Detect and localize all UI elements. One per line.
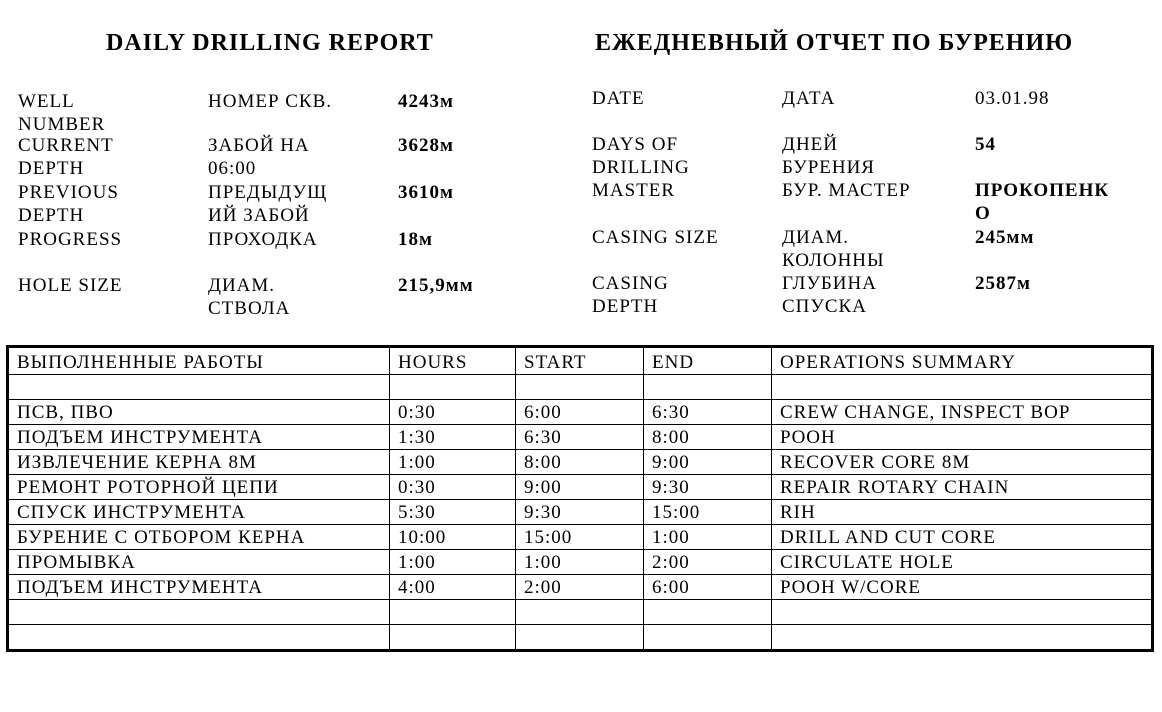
operation-ru-cell: ПОДЪЕМ ИНСТРУМЕНТА [8,425,390,450]
current-depth-value: 3628м [398,135,454,156]
table-row [8,575,1153,600]
end-cell [644,625,772,651]
column-header: HOURS [390,347,516,375]
previous-depth-label-ru: ПРЕДЫДУЩ ИЙ ЗАБОЙ [208,182,328,226]
table-row [8,500,1153,525]
days-of-drilling-label-en: DAYS OF DRILLING [592,134,690,178]
start-cell: 9:30 [516,500,644,525]
date-label-ru: ДАТА [782,88,836,109]
summary-cell [772,600,1153,625]
date-label-en: DATE [592,88,645,109]
hours-cell [390,375,516,400]
operation-ru-cell: ПСВ, ПВО [8,400,390,425]
end-cell: 9:30 [644,475,772,500]
progress-value: 18м [398,229,433,250]
casing-size-label-ru: ДИАМ. КОЛОННЫ [782,227,885,271]
start-cell: 2:00 [516,575,644,600]
hours-cell [390,600,516,625]
casing-size-label-en: CASING SIZE [592,227,719,248]
start-cell: 8:00 [516,450,644,475]
column-header: ВЫПОЛНЕННЫЕ РАБОТЫ [8,347,390,375]
days-of-drilling-value: 54 [975,134,996,155]
operation-ru-cell [8,600,390,625]
summary-cell: POOH [772,425,1153,450]
end-cell: 6:00 [644,575,772,600]
operations-table [6,345,1154,652]
hours-cell: 0:30 [390,475,516,500]
operation-ru-cell: ПРОМЫВКА [8,550,390,575]
summary-cell: DRILL AND CUT CORE [772,525,1153,550]
progress-label-en: PROGRESS [18,229,123,250]
operation-ru-cell [8,625,390,651]
end-cell: 9:00 [644,450,772,475]
hole-size-label-ru: ДИАМ. СТВОЛА [208,275,291,319]
table-row [8,550,1153,575]
report-title-english: DAILY DRILLING REPORT [106,30,434,56]
casing-size-value: 245мм [975,227,1035,248]
start-cell: 15:00 [516,525,644,550]
summary-cell: RIH [772,500,1153,525]
table-row [8,425,1153,450]
end-cell: 2:00 [644,550,772,575]
hole-size-value: 215,9мм [398,275,474,296]
start-cell: 6:30 [516,425,644,450]
operation-ru-cell [8,375,390,400]
master-label-ru: БУР. МАСТЕР [782,180,911,201]
casing-depth-label-ru: ГЛУБИНА СПУСКА [782,273,877,317]
current-depth-label-en: CURRENT DEPTH [18,135,114,179]
start-cell [516,375,644,400]
table-body [8,375,1153,651]
operation-ru-cell: РЕМОНТ РОТОРНОЙ ЦЕПИ [8,475,390,500]
casing-depth-value: 2587м [975,273,1031,294]
casing-depth-label-en: CASING DEPTH [592,273,669,317]
operation-ru-cell: СПУСК ИНСТРУМЕНТА [8,500,390,525]
summary-cell: CIRCULATE HOLE [772,550,1153,575]
summary-cell [772,375,1153,400]
end-cell: 6:30 [644,400,772,425]
hours-cell: 0:30 [390,400,516,425]
master-label-en: MASTER [592,180,676,201]
previous-depth-value: 3610м [398,182,454,203]
table-row [8,525,1153,550]
table-row [8,475,1153,500]
summary-cell: CREW CHANGE, INSPECT BOP [772,400,1153,425]
end-cell [644,375,772,400]
well-number-value: 4243м [398,91,454,112]
operation-ru-cell: БУРЕНИЕ С ОТБОРОМ КЕРНА [8,525,390,550]
end-cell: 8:00 [644,425,772,450]
start-cell: 1:00 [516,550,644,575]
summary-cell [772,625,1153,651]
start-cell: 9:00 [516,475,644,500]
hours-cell: 5:30 [390,500,516,525]
summary-cell: REPAIR ROTARY CHAIN [772,475,1153,500]
summary-cell: RECOVER CORE 8M [772,450,1153,475]
start-cell [516,600,644,625]
days-of-drilling-label-ru: ДНЕЙ БУРЕНИЯ [782,134,875,178]
column-header: START [516,347,644,375]
current-depth-label-ru: ЗАБОЙ НА 06:00 [208,135,310,179]
hours-cell: 4:00 [390,575,516,600]
column-header: OPERATIONS SUMMARY [772,347,1153,375]
table-row [8,450,1153,475]
operation-ru-cell: ИЗВЛЕЧЕНИЕ КЕРНА 8М [8,450,390,475]
summary-cell: POOH W/CORE [772,575,1153,600]
hole-size-label-en: HOLE SIZE [18,275,123,296]
table-row [8,400,1153,425]
end-cell: 1:00 [644,525,772,550]
table-row [8,625,1153,651]
master-value: ПРОКОПЕНК О [975,180,1110,224]
column-header: END [644,347,772,375]
well-number-label-ru: НОМЕР СКВ. [208,91,333,112]
end-cell [644,600,772,625]
end-cell: 15:00 [644,500,772,525]
well-number-label-en: WELL NUMBER [18,91,106,135]
hours-cell: 10:00 [390,525,516,550]
hours-cell: 1:00 [390,450,516,475]
previous-depth-label-en: PREVIOUS DEPTH [18,182,119,226]
date-value: 03.01.98 [975,88,1050,109]
table-row [8,375,1153,400]
report-title-russian: ЕЖЕДНЕВНЫЙ ОТЧЕТ ПО БУРЕНИЮ [595,30,1074,56]
hours-cell [390,625,516,651]
start-cell [516,625,644,651]
operation-ru-cell: ПОДЪЕМ ИНСТРУМЕНТА [8,575,390,600]
progress-label-ru: ПРОХОДКА [208,229,318,250]
table-row [8,600,1153,625]
hours-cell: 1:30 [390,425,516,450]
hours-cell: 1:00 [390,550,516,575]
table-header-row [8,347,1153,375]
start-cell: 6:00 [516,400,644,425]
